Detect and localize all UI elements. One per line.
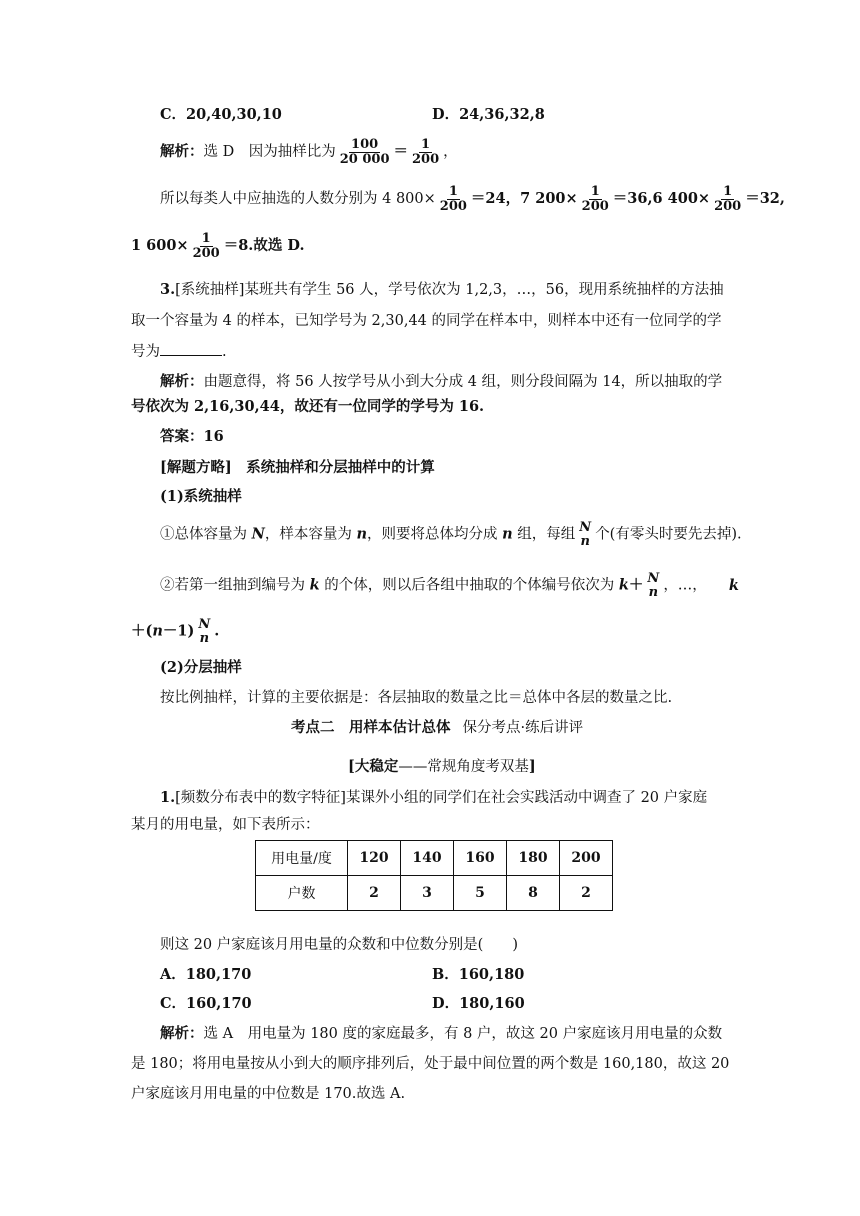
q3-number: 3. — [160, 281, 176, 298]
option-c: C．20,40,30,10 — [160, 106, 282, 123]
table-cell: 120 — [348, 841, 401, 876]
q1-line-2: 某月的用电量，如下表所示： — [131, 817, 320, 833]
method-point-2-cont: ＋(n－1) N n . — [131, 617, 220, 646]
jiexi-line-1: 解析：选 D 因为抽样比为 $\frac{100}{20 000}$ ＝ $\frac{1}{200}$ ， — [160, 137, 458, 167]
q3-line-1: 3.[系统抽样]某班共有学生 56 人，学号依次为 1,2,3，…，56，现用系统抽样的方法抽 — [160, 281, 724, 298]
table-header-usage: 用电量/度 — [256, 841, 348, 876]
jiexi-label: 解析： — [160, 143, 204, 161]
table-row — [256, 841, 613, 876]
q1-question: 则这 20 户家庭该月用电量的众数和中位数分别是( ) — [160, 937, 518, 953]
q3-answer: 答案：16 — [160, 428, 224, 445]
method-point-2: ②若第一组抽到编号为 k 的个体，则以后各组中抽取的个体编号依次为 k＋ N n ，…， k — [160, 571, 739, 600]
q1-option-c: C．160,170 — [160, 995, 252, 1012]
method-sub-2: (2)分层抽样 — [160, 659, 242, 676]
method-point-1: ①总体容量为 N，样本容量为 n，则要将总体均分成 n 组，每组 N n 个(有零头时要先去掉). — [160, 520, 742, 549]
table-row — [256, 876, 613, 911]
q1-jiexi-1: 解析：选 A 用电量为 180 度的家庭最多，有 8 户，故这 20 户家庭该月用电量的众数 — [160, 1025, 723, 1042]
jiexi-line-2: 所以每类人中应抽选的人数分别为 4 800× $\frac{1}{200}$ ＝24，7 200× $\frac{1}{200}$ ＝36,6 400× $\frac{1}{200}$ ＝32, — [160, 184, 785, 214]
q1-jiexi-2: 是 180；将用电量按从小到大的顺序排列后，处于最中间位置的两个数是 160,180，故这 20 — [131, 1056, 730, 1072]
q1-option-a: A．180,170 — [160, 966, 252, 983]
method-heading: [解题方略] 系统抽样和分层抽样中的计算 — [160, 459, 435, 476]
table-cell: 2 — [560, 876, 613, 911]
q3-jiexi-2: 号依次为 2,16,30,44，故还有一位同学的学号为 16. — [131, 398, 485, 415]
table-header-households: 户数 — [256, 876, 348, 911]
table-cell: 8 — [507, 876, 560, 911]
table-cell: 2 — [348, 876, 401, 911]
table-cell: 160 — [454, 841, 507, 876]
q3-jiexi-1: 解析：由题意得，将 56 人按学号从小到大分成 4 组，则分段间隔为 14，所以抽取的学 — [160, 373, 723, 390]
fraction-1-200: $\frac{1}{200}$ — [412, 137, 440, 167]
table-cell: 140 — [401, 841, 454, 876]
q1-jiexi-3: 户家庭该月用电量的中位数是 170.故选 A. — [131, 1086, 406, 1102]
q1-line-1: 1.[频数分布表中的数字特征]某课外小组的同学们在社会实践活动中调查了 20 户家庭 — [160, 789, 708, 806]
q3-tag: [系统抽样] — [175, 282, 245, 298]
electricity-table — [255, 840, 613, 911]
option-d: D．24,36,32,8 — [432, 106, 545, 123]
method-point-3: 按比例抽样，计算的主要依据是：各层抽取的数量之比＝总体中各层的数量之比. — [160, 690, 673, 706]
table-cell: 180 — [507, 841, 560, 876]
q1-option-d: D．180,160 — [432, 995, 525, 1012]
ratio-fraction: $\frac{100}{20 000}$ — [339, 137, 390, 167]
q3-line-3: 号为 . — [131, 341, 227, 362]
q3-line-2: 取一个容量为 4 的样本，已知学号为 2,30,44 的同学在样本中，则样本中还有一位同学的学 — [131, 313, 722, 329]
section-tag: [大稳定——常规角度考双基] — [348, 758, 536, 775]
fraction-N-n: N n — [579, 520, 592, 549]
method-sub-1: (1)系统抽样 — [160, 488, 242, 505]
section-title: 考点二 用样本估计总体 保分考点·练后讲评 — [291, 719, 584, 736]
q1-option-b: B．160,180 — [432, 966, 525, 983]
answer-blank — [160, 341, 222, 356]
jiexi-text: 选 D 因为抽样比为 — [203, 144, 336, 161]
table-cell: 5 — [454, 876, 507, 911]
table-cell: 200 — [560, 841, 613, 876]
table-cell: 3 — [401, 876, 454, 911]
jiexi-line-3: 1 600× $\frac{1}{200}$ ＝8.故选 D. — [131, 231, 305, 261]
